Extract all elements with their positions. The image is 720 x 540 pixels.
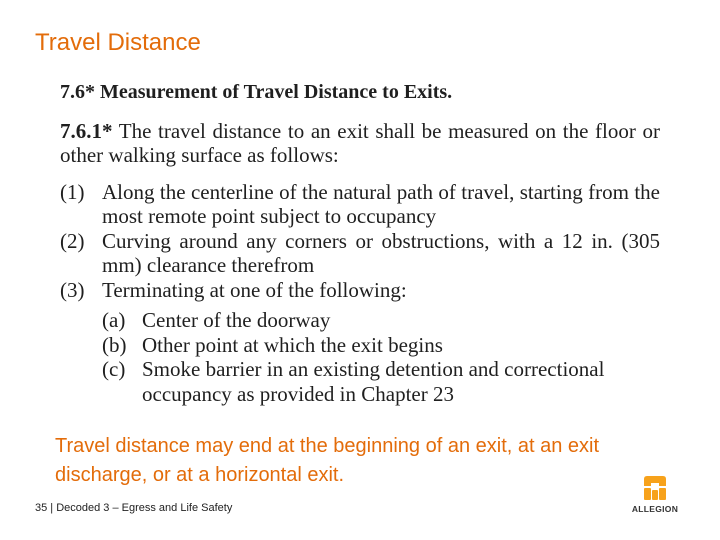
sublist-marker: (c) bbox=[102, 357, 126, 381]
list-item bbox=[60, 180, 660, 229]
subsection-paragraph bbox=[60, 119, 660, 168]
summary-text: Travel distance may end at the beginning of an exit, at an exit discharge, or at a horizontal exit. bbox=[55, 435, 600, 486]
subsection-number: 7.6.1* bbox=[60, 118, 113, 143]
sublist-item-text: Smoke barrier in an existing detention and correctional occupancy as provided in Chapter 23 bbox=[142, 357, 605, 406]
list-item-text: Along the centerline of the natural path of travel, starting from the most remote point subject to occupancy bbox=[102, 179, 660, 228]
sublist-item bbox=[102, 308, 660, 333]
travel-path-list bbox=[60, 180, 660, 303]
list-item-text: Terminating at one of the following: bbox=[102, 277, 407, 302]
list-marker: (1) bbox=[60, 179, 85, 204]
subsection-text: The travel distance to an exit shall be measured on the floor or other walking surface as follows: bbox=[60, 118, 660, 167]
slide-footer: 35 | Decoded 3 – Egress and Life Safety bbox=[35, 502, 233, 514]
sublist-item bbox=[102, 357, 660, 406]
termination-point-list bbox=[102, 308, 660, 406]
sublist-item-text: Other point at which the exit begins bbox=[142, 332, 443, 357]
sublist-marker: (a) bbox=[102, 308, 126, 332]
list-item bbox=[60, 229, 660, 278]
brand-logo bbox=[622, 474, 688, 518]
code-excerpt-image bbox=[60, 80, 660, 420]
brand-wordmark: ALLEGION bbox=[631, 504, 679, 514]
sublist-item-text: Center of the doorway bbox=[142, 308, 331, 332]
list-item-text: Curving around any corners or obstructions, with a 12 in. (305 mm) clearance therefrom bbox=[102, 228, 660, 277]
list-item bbox=[60, 278, 660, 303]
allegion-logo-icon bbox=[642, 474, 668, 502]
sublist-item bbox=[102, 333, 660, 358]
list-marker: (2) bbox=[60, 228, 85, 253]
list-marker: (3) bbox=[60, 277, 85, 302]
section-heading: 7.6* Measurement of Travel Distance to Exits. bbox=[60, 81, 453, 103]
slide-title: Travel Distance bbox=[35, 29, 201, 56]
sublist-marker: (b) bbox=[102, 332, 127, 357]
